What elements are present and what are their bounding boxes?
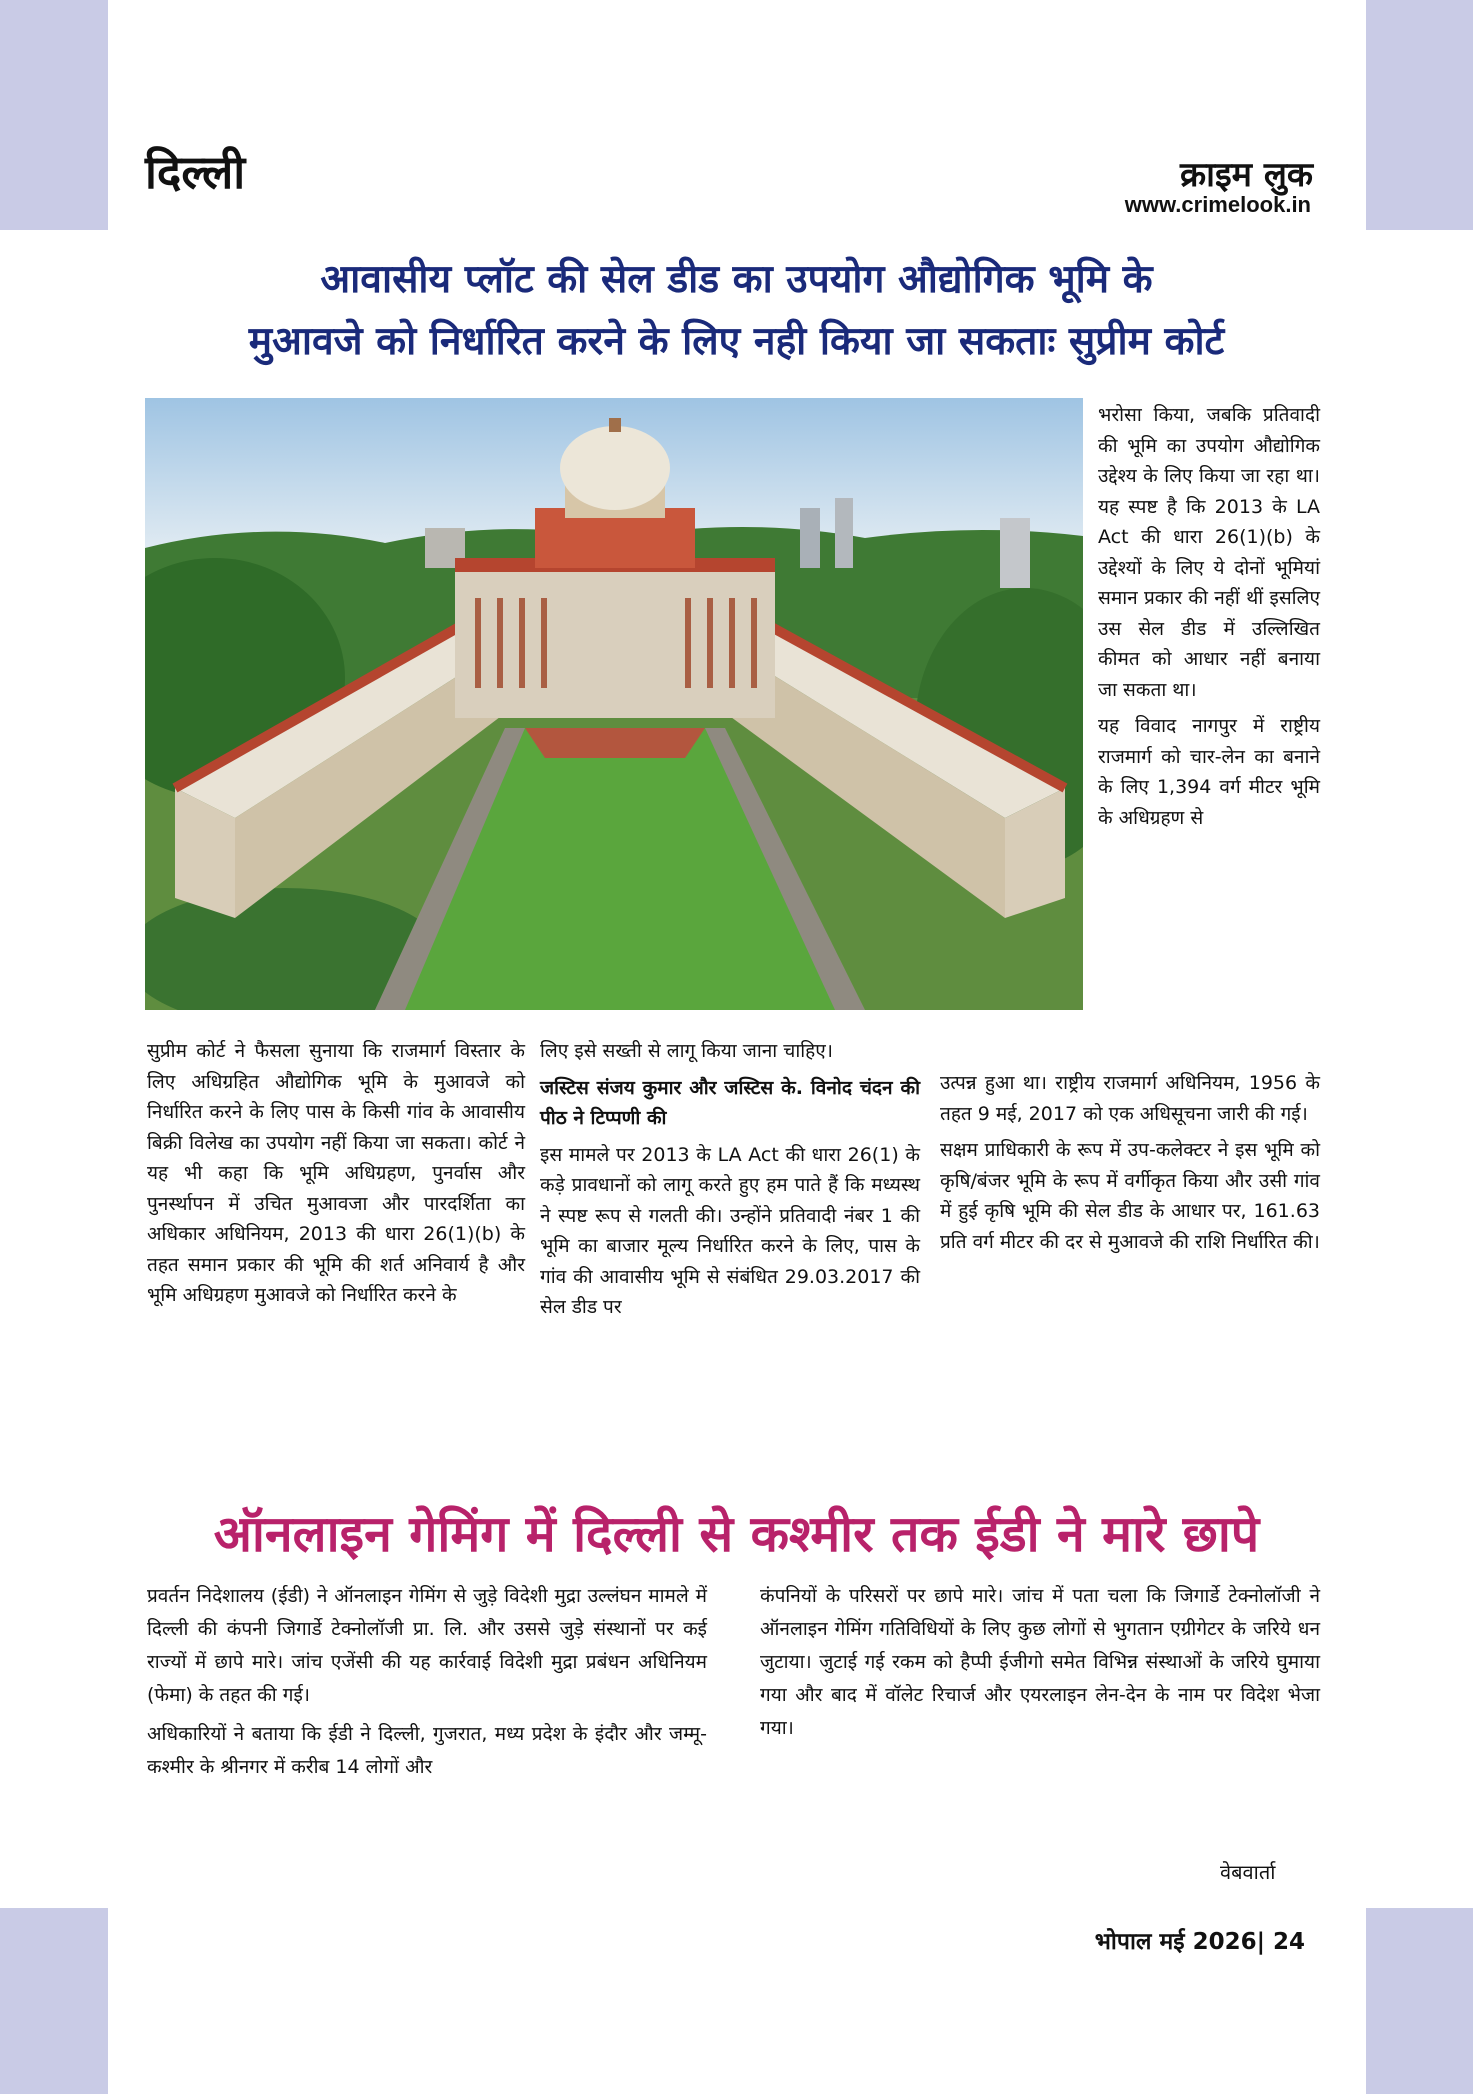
article1-column-2	[540, 1036, 920, 1329]
page-footer: भोपाल मई 2026| 24	[1094, 1929, 1305, 1955]
supreme-court-photo	[145, 398, 1083, 1010]
article2-headline: ऑनलाइन गेमिंग में दिल्ली से कश्मीर तक ईडी ने मारे छापे	[213, 1505, 1260, 1563]
paragraph: अधिकारियों ने बताया कि ईडी ने दिल्ली, गुजरात, मध्य प्रदेश के इंदौर और जम्मू-कश्मीर के श्रीनगर में करीब 14 लोगों और	[147, 1723, 707, 1778]
paragraph: यह विवाद नागपुर में राष्ट्रीय राजमार्ग को चार-लेन का बनाने के लिए 1,394 वर्ग मीटर भूमि के अधिग्रहण से	[1098, 715, 1320, 829]
paragraph: लिए इसे सख्ती से लागू किया जाना चाहिए।	[540, 1040, 833, 1062]
article1-headline-line1: आवासीय प्लॉट की सेल डीड का उपयोग औद्योगिक भूमि के	[320, 257, 1153, 302]
article1-right-column	[1098, 400, 1320, 839]
paragraph: कंपनियों के परिसरों पर छापे मारे। जांच में पता चला कि जिगार्डे टेक्नोलॉजी ने ऑनलाइन गेमिंग गतिविधियों के लिए कुछ लोगों से भुगतान एग्रीगेटर के जरिये धन जुटाया। जुटाई गई रकम को हैप्पी ईजीगो समेत विभिन्न संस्थाओं के जरिये घुमाया गया और बाद में वॉलेट रिचार्ज और एयरलाइन लेन-देन के नाम पर विदेश भेजा गया।	[760, 1585, 1320, 1739]
paragraph: सुप्रीम कोर्ट ने फैसला सुनाया कि राजमार्ग विस्तार के लिए अधिग्रहित औद्योगिक भूमि के मुआवजे को निर्धारित करने के लिए पास के किसी गांव के आवासीय बिक्री विलेख का उपयोग नहीं किया जा सकता। कोर्ट ने यह भी कहा कि भूमि अधिग्रहण, पुनर्वास और पुनर्स्थापन में उचित मुआवजा और पारदर्शिता का अधिकार अधिनियम, 2013 की धारा 26(1)(b) के तहत समान प्रकार की भूमि की शर्त अनिवार्य है और भूमि अधिग्रहण मुआवजे को निर्धारित करने के	[147, 1040, 525, 1306]
paragraph: प्रवर्तन निदेशालय (ईडी) ने ऑनलाइन गेमिंग से जुड़े विदेशी मुद्रा उल्लंघन मामले में दिल्ली की कंपनी जिगार्डे टेक्नोलॉजी प्रा. लि. और उससे जुड़े संस्थानों पर कई राज्यों में छापे मारे। जांच एजेंसी की यह कार्रवाई विदेशी मुद्रा प्रबंधन अधिनियम (फेमा) के तहत की गई।	[147, 1585, 707, 1706]
paragraph: उत्पन्न हुआ था। राष्ट्रीय राजमार्ग अधिनियम, 1956 के तहत 9 मई, 2017 को एक अधिसूचना जारी की गई।	[940, 1072, 1320, 1125]
magazine-logo: क्राइम लुक	[1180, 155, 1313, 195]
subheading: जस्टिस संजय कुमार और जस्टिस के. विनोद चंदन की पीठ ने टिप्पणी की	[540, 1076, 920, 1129]
paragraph: सक्षम प्राधिकारी के रूप में उप-कलेक्टर ने इस भूमि को कृषि/बंजर भूमि के रूप में वर्गीकृत किया और उसी गांव में हुई कृषि भूमि की सेल डीड के आधार पर, 161.63 प्रति वर्ग मीटर की दर से मुआवजे की राशि निर्धारित की।	[940, 1139, 1320, 1253]
paragraph: इस मामले पर 2013 के LA Act की धारा 26(1) के कड़े प्रावधानों को लागू करते हुए हम पाते हैं कि मध्यस्थ ने स्पष्ट रूप से गलती की। उन्होंने प्रतिवादी नंबर 1 की भूमि का बाजार मूल्य निर्धारित करने के लिए, पास के गांव की आवासीय भूमि से संबंधित 29.03.2017 की सेल डीड पर	[540, 1143, 920, 1318]
paragraph: भरोसा किया, जबकि प्रतिवादी की भूमि का उपयोग औद्योगिक उद्देश्य के लिए किया जा रहा था। यह स्पष्ट है कि 2013 के LA Act की धारा 26(1)(b) के उद्देश्यों के लिए ये दोनों भूमियां समान प्रकार की नहीं थीं इसलिए उस सेल डीड में उल्लिखित कीमत को आधार नहीं बनाया जा सकता था।	[1098, 404, 1320, 701]
article2-column-2	[760, 1580, 1320, 1751]
magazine-url: www.crimelook.in	[1124, 192, 1311, 217]
article1-headline-line2: मुआवजे को निर्धारित करने के लिए नही किया जा सकताः सुप्रीम कोर्ट	[248, 319, 1225, 364]
article1-right-column-lower	[940, 1068, 1320, 1263]
article1-column-1	[147, 1036, 525, 1317]
news-source: वेबवार्ता	[1220, 1860, 1276, 1884]
article2-column-1	[147, 1580, 707, 1790]
section-title: दिल्ली	[145, 145, 246, 199]
